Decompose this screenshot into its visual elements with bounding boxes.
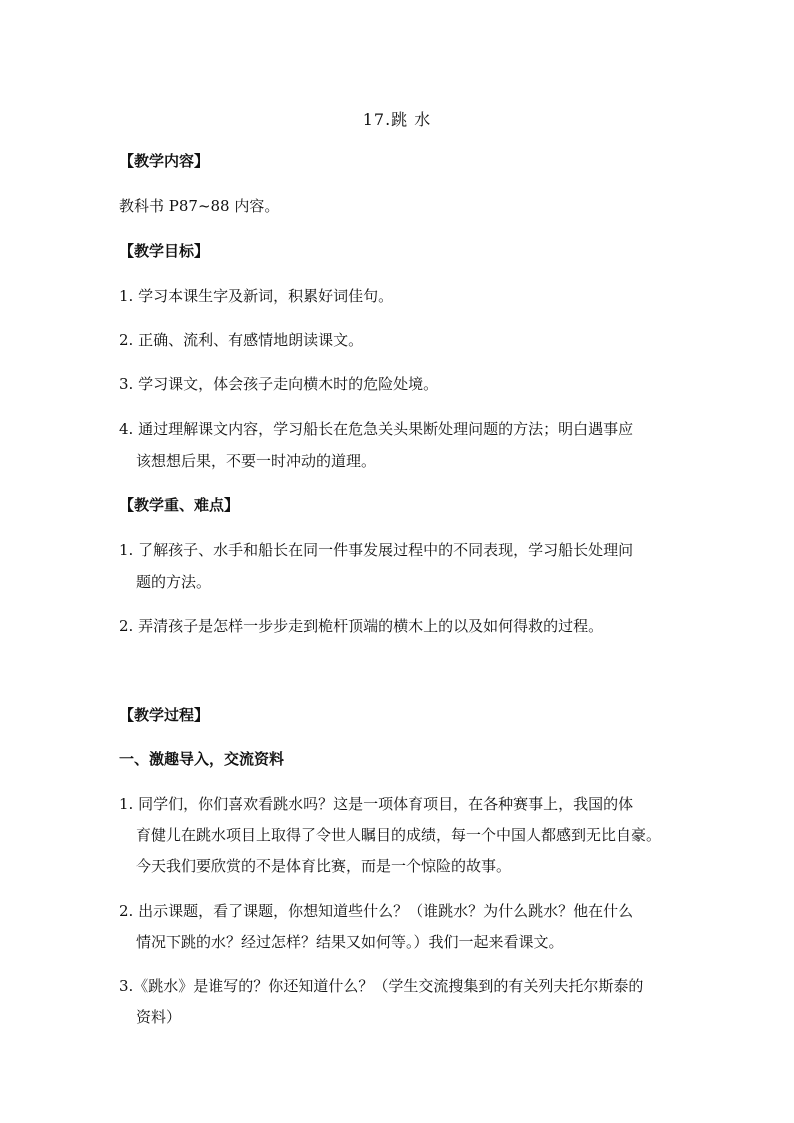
process-item-continued: 情况下跳的水？经过怎样？结果又如何等。）我们一起来看课文。 (136, 933, 564, 951)
process-item: 2. 出示课题，看了课题，你想知道些什么？（谁跳水？为什么跳水？他在什么 (119, 902, 634, 920)
key-point-item: 2. 弄清孩子是怎样一步步走到桅杆顶端的横木上的以及如何得救的过程。 (119, 617, 604, 635)
process-item: 3.《跳水》是谁写的？你还知道什么？（学生交流搜集到的有关列夫托尔斯泰的 (119, 977, 644, 995)
goal-item: 4. 通过理解课文内容，学习船长在危急关头果断处理问题的方法；明白遇事应 (119, 420, 634, 438)
goal-item: 1. 学习本课生字及新词，积累好词佳句。 (119, 287, 394, 305)
goals-heading: 【教学目标】 (119, 242, 210, 260)
page-title: 17.跳 水 (362, 110, 432, 129)
content-text: 教科书 P87~88 内容。 (119, 197, 280, 215)
process-item-continued: 资料） (136, 1008, 182, 1026)
part1-heading: 一、激趣导入，交流资料 (119, 750, 285, 768)
goal-item: 2. 正确、流利、有感情地朗读课文。 (119, 331, 364, 349)
process-item-continued: 今天我们要欣赏的不是体育比赛，而是一个惊险的故事。 (136, 857, 512, 875)
key-point-item-continued: 题的方法。 (136, 573, 212, 591)
key-points-heading: 【教学重、难点】 (119, 496, 240, 514)
process-item: 1. 同学们，你们喜欢看跳水吗？这是一项体育项目，在各种赛事上，我国的体 (119, 795, 634, 813)
goal-item-continued: 该想想后果，不要一时冲动的道理。 (136, 452, 377, 470)
process-item-continued: 育健儿在跳水项目上取得了令世人瞩目的成绩，每一个中国人都感到无比自豪。 (136, 826, 662, 844)
goal-item: 3. 学习课文，体会孩子走向横木时的危险处境。 (119, 375, 439, 393)
content-heading: 【教学内容】 (119, 152, 210, 170)
key-point-item: 1. 了解孩子、水手和船长在同一件事发展过程中的不同表现，学习船长处理问 (119, 541, 634, 559)
process-heading: 【教学过程】 (119, 706, 210, 724)
